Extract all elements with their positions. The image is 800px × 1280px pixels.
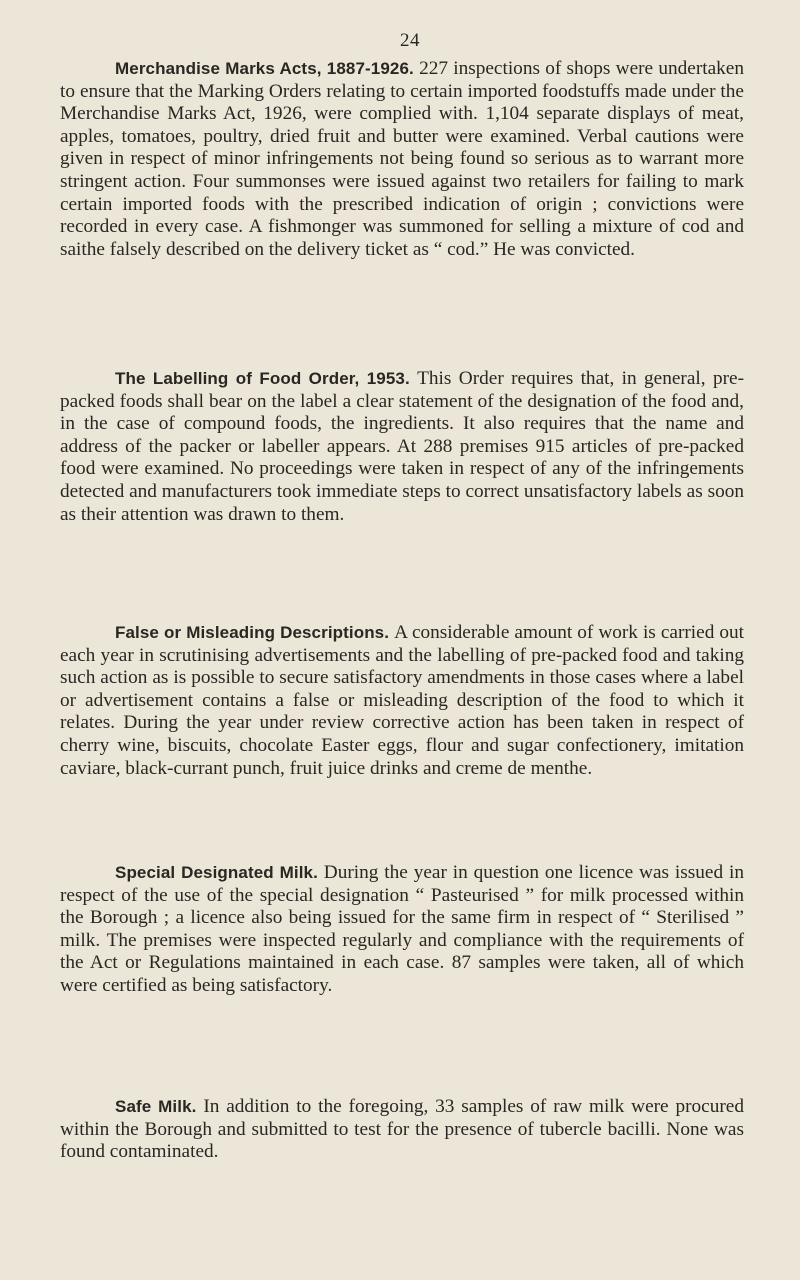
page-number: 24 <box>400 30 420 51</box>
section-heading: False or Misleading Descriptions. <box>115 623 395 642</box>
section-heading: Special Designated Milk. <box>115 863 324 882</box>
section-safe-milk <box>60 1096 744 1164</box>
section-heading: Safe Milk. <box>115 1097 204 1116</box>
section-heading: Merchandise Marks Acts, 1887-1926. <box>115 59 420 78</box>
section-merchandise-marks-acts <box>60 58 744 261</box>
section-body: A considerable amount of work is carried out each year in scrutinising advertisements and the labelling of pre-packed food and taking such action as is possible to secure satisfactory amendments in those cases where a label or advertisement contains a false or misleading description of the food to which it relates. During the year under review corrective action has been taken in respect of cherry wine, biscuits, chocolate Easter eggs, flour and sugar confectionery, imitation caviare, black-currant punch, fruit juice drinks and creme de menthe. <box>60 622 744 779</box>
section-labelling-of-food-order <box>60 368 744 526</box>
section-heading: The Labelling of Food Order, 1953. <box>115 369 418 388</box>
section-body: During the year in question one licence was issued in respect of the use of the special designation “ Pasteurised ” for milk processed within the Borough ; a licence also being issued for the same firm in respect of “ Sterilised ” milk. The premises were inspected regularly and compliance with the requirements of the Act or Regulations maintained in each case. 87 samples were taken, all of which were certified as being satisfactory. <box>60 862 744 996</box>
section-body: In addition to the foregoing, 33 samples of raw milk were procured within the Borough and submitted to test for the presence of tubercle bacilli. None was found contaminated. <box>60 1096 744 1163</box>
section-false-misleading-descriptions <box>60 622 744 780</box>
section-special-designated-milk <box>60 862 744 998</box>
section-body: This Order requires that, in general, pre-packed foods shall bear on the label a clear statement of the designation of the food and, in the case of compound foods, the ingredients. It also requires that the name and address of the packer or labeller appears. At 288 premises 915 articles of pre-packed food were examined. No proceedings were taken in respect of any of the infringements detected and manufacturers took immediate steps to correct unsatisfactory labels as soon as their attention was drawn to them. <box>60 368 744 525</box>
section-body: 227 inspections of shops were undertaken to ensure that the Marking Orders relating to certain imported foodstuffs made under the Merchandise Marks Act, 1926, were complied with. 1,104 separate displays of meat, apples, tomatoes, poultry, dried fruit and butter were examined. Verbal cautions were given in respect of minor infringements not being found so serious as to warrant more stringent action. Four summonses were issued against two retailers for failing to mark certain imported foods with the prescribed indication of origin ; convictions were recorded in every case. A fishmonger was summoned for selling a mixture of cod and saithe falsely described on the delivery ticket as “ cod.” He was convicted. <box>60 58 744 260</box>
